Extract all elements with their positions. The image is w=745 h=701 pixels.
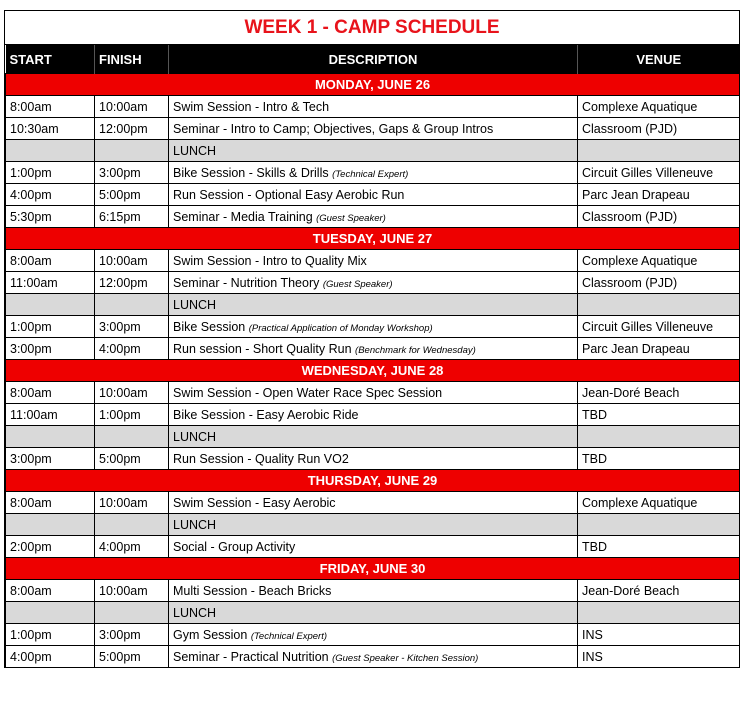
finish-time: 3:00pm [95, 316, 169, 338]
venue: INS [578, 624, 740, 646]
day-header-row [6, 558, 740, 580]
description-text: Seminar - Nutrition Theory [173, 275, 323, 290]
start-time [6, 294, 95, 316]
lunch-row [6, 294, 740, 316]
schedule-body [6, 74, 740, 668]
description-text: Run Session - Optional Easy Aerobic Run [173, 187, 405, 202]
start-time: 3:00pm [6, 448, 95, 470]
venue: Classroom (PJD) [578, 272, 740, 294]
day-label: WEDNESDAY, JUNE 28 [6, 360, 740, 382]
finish-time: 12:00pm [95, 272, 169, 294]
start-time: 2:00pm [6, 536, 95, 558]
table-row [6, 206, 740, 228]
start-time: 1:00pm [6, 162, 95, 184]
venue: TBD [578, 536, 740, 558]
start-time: 8:00am [6, 580, 95, 602]
description-text: Swim Session - Intro & Tech [173, 99, 330, 114]
description-cell [169, 646, 578, 668]
day-header-row [6, 74, 740, 96]
finish-time [95, 602, 169, 624]
description-cell [169, 96, 578, 118]
venue: TBD [578, 404, 740, 426]
description-cell [169, 492, 578, 514]
venue: Circuit Gilles Villeneuve [578, 316, 740, 338]
venue: Jean-Doré Beach [578, 580, 740, 602]
table-row [6, 624, 740, 646]
lunch-row [6, 140, 740, 162]
finish-time: 10:00am [95, 382, 169, 404]
table-row [6, 118, 740, 140]
description-cell [169, 294, 578, 316]
header-row [6, 45, 740, 74]
header-description: DESCRIPTION [169, 45, 578, 74]
description-cell [169, 602, 578, 624]
start-time: 10:30am [6, 118, 95, 140]
description-text: Social - Group Activity [173, 539, 296, 554]
description-cell [169, 426, 578, 448]
venue: Circuit Gilles Villeneuve [578, 162, 740, 184]
description-cell [169, 536, 578, 558]
finish-time [95, 294, 169, 316]
table-row [6, 382, 740, 404]
table-row [6, 492, 740, 514]
finish-time: 3:00pm [95, 162, 169, 184]
description-cell [169, 272, 578, 294]
finish-time [95, 514, 169, 536]
start-time: 11:00am [6, 404, 95, 426]
venue: Classroom (PJD) [578, 118, 740, 140]
finish-time [95, 140, 169, 162]
start-time [6, 602, 95, 624]
lunch-row [6, 602, 740, 624]
table-row [6, 96, 740, 118]
venue [578, 514, 740, 536]
day-header-row [6, 228, 740, 250]
start-time: 1:00pm [6, 624, 95, 646]
description-cell [169, 382, 578, 404]
finish-time: 4:00pm [95, 536, 169, 558]
venue: INS [578, 646, 740, 668]
venue [578, 294, 740, 316]
header-venue: VENUE [578, 45, 740, 74]
schedule-sheet [4, 10, 740, 668]
venue [578, 602, 740, 624]
finish-time: 10:00am [95, 580, 169, 602]
description-text: LUNCH [173, 517, 217, 532]
header-finish: FINISH [95, 45, 169, 74]
description-cell [169, 338, 578, 360]
description-cell [169, 514, 578, 536]
description-text: Seminar - Media Training [173, 209, 317, 224]
description-text: Run Session - Quality Run VO2 [173, 451, 349, 466]
finish-time: 10:00am [95, 250, 169, 272]
description-text: Swim Session - Easy Aerobic [173, 495, 336, 510]
table-row [6, 184, 740, 206]
description-text: LUNCH [173, 429, 217, 444]
description-cell [169, 250, 578, 272]
description-text: Bike Session - Skills & Drills [173, 165, 333, 180]
description-note: (Guest Speaker) [322, 278, 393, 290]
start-time: 4:00pm [6, 184, 95, 206]
description-cell [169, 118, 578, 140]
start-time: 8:00am [6, 250, 95, 272]
finish-time: 3:00pm [95, 624, 169, 646]
description-cell [169, 162, 578, 184]
description-text: Swim Session - Open Water Race Spec Session [173, 385, 443, 400]
description-note: (Technical Expert) [250, 630, 328, 642]
venue: Parc Jean Drapeau [578, 338, 740, 360]
table-row [6, 646, 740, 668]
description-cell [169, 624, 578, 646]
table-row [6, 338, 740, 360]
day-label: THURSDAY, JUNE 29 [6, 470, 740, 492]
venue: Complexe Aquatique [578, 250, 740, 272]
day-label: FRIDAY, JUNE 30 [6, 558, 740, 580]
description-cell [169, 448, 578, 470]
start-time: 8:00am [6, 96, 95, 118]
description-note: (Practical Application of Monday Workshop) [248, 322, 433, 334]
day-label: MONDAY, JUNE 26 [6, 74, 740, 96]
finish-time: 5:00pm [95, 448, 169, 470]
finish-time: 10:00am [95, 492, 169, 514]
description-text: Bike Session [173, 319, 249, 334]
venue: Jean-Doré Beach [578, 382, 740, 404]
header-start: START [6, 45, 95, 74]
start-time: 8:00am [6, 382, 95, 404]
description-note: (Guest Speaker) [316, 212, 386, 224]
description-text: Seminar - Intro to Camp; Objectives, Gaps & Group Intros [173, 121, 494, 136]
start-time: 3:00pm [6, 338, 95, 360]
venue: Classroom (PJD) [578, 206, 740, 228]
start-time: 1:00pm [6, 316, 95, 338]
description-cell [169, 580, 578, 602]
table-row [6, 272, 740, 294]
table-row [6, 580, 740, 602]
description-text: Run session - Short Quality Run [173, 341, 356, 356]
lunch-row [6, 426, 740, 448]
description-text: LUNCH [173, 143, 217, 158]
page-title: WEEK 1 - CAMP SCHEDULE [5, 11, 739, 45]
description-note: (Benchmark for Wednesday) [355, 344, 476, 356]
description-cell [169, 206, 578, 228]
description-cell [169, 316, 578, 338]
table-row [6, 250, 740, 272]
venue: Complexe Aquatique [578, 492, 740, 514]
table-row [6, 536, 740, 558]
day-header-row [6, 470, 740, 492]
description-cell [169, 404, 578, 426]
start-time [6, 514, 95, 536]
start-time: 8:00am [6, 492, 95, 514]
start-time [6, 426, 95, 448]
finish-time: 10:00am [95, 96, 169, 118]
description-note: (Technical Expert) [332, 168, 409, 180]
table-row [6, 448, 740, 470]
description-text: LUNCH [173, 605, 217, 620]
start-time: 4:00pm [6, 646, 95, 668]
day-header-row [6, 360, 740, 382]
description-text: Seminar - Practical Nutrition [173, 649, 333, 664]
description-text: LUNCH [173, 297, 217, 312]
description-cell [169, 140, 578, 162]
start-time [6, 140, 95, 162]
table-row [6, 162, 740, 184]
venue: Parc Jean Drapeau [578, 184, 740, 206]
venue [578, 426, 740, 448]
finish-time: 5:00pm [95, 646, 169, 668]
finish-time: 5:00pm [95, 184, 169, 206]
lunch-row [6, 514, 740, 536]
description-note: (Guest Speaker - Kitchen Session) [332, 652, 479, 664]
table-row [6, 404, 740, 426]
venue: Complexe Aquatique [578, 96, 740, 118]
finish-time: 6:15pm [95, 206, 169, 228]
finish-time: 1:00pm [95, 404, 169, 426]
venue [578, 140, 740, 162]
finish-time: 12:00pm [95, 118, 169, 140]
finish-time [95, 426, 169, 448]
description-text: Multi Session - Beach Bricks [173, 583, 332, 598]
schedule-table [5, 45, 740, 668]
description-cell [169, 184, 578, 206]
description-text: Bike Session - Easy Aerobic Ride [173, 407, 359, 422]
table-row [6, 316, 740, 338]
day-label: TUESDAY, JUNE 27 [6, 228, 740, 250]
start-time: 5:30pm [6, 206, 95, 228]
venue: TBD [578, 448, 740, 470]
description-text: Gym Session [173, 627, 251, 642]
description-text: Swim Session - Intro to Quality Mix [173, 253, 367, 268]
start-time: 11:00am [6, 272, 95, 294]
finish-time: 4:00pm [95, 338, 169, 360]
